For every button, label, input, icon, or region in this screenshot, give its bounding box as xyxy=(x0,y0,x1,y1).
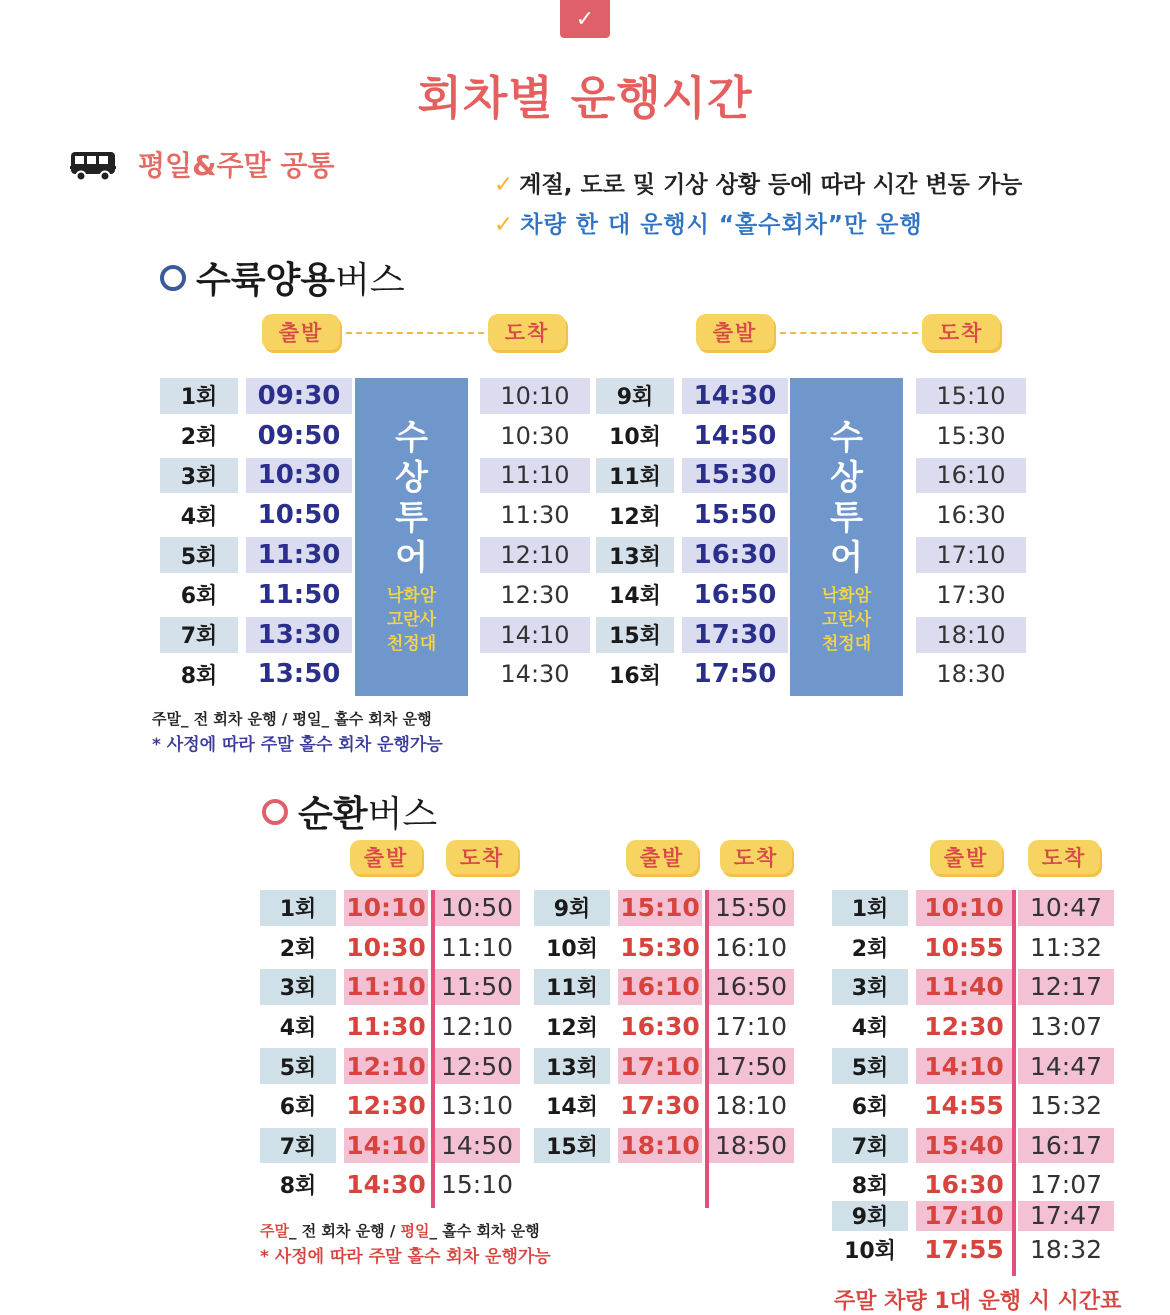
arrive-time-cell: 17:30 xyxy=(936,580,1006,609)
depart-time-cell: 17:10 xyxy=(618,1048,702,1084)
trip-number-cell: 3회 xyxy=(832,969,908,1005)
separator-line xyxy=(705,890,709,1208)
arrive-time-cell: 17:50 xyxy=(708,1048,794,1084)
tour-places: 낙화암 고란사 천정대 xyxy=(386,586,437,654)
table-row xyxy=(534,1048,794,1084)
common-label: 평일&주말 공통 xyxy=(138,149,335,182)
depart-time-cell: 11:10 xyxy=(344,969,428,1005)
table-row xyxy=(832,1201,1114,1231)
trip-number-cell: 12회 xyxy=(609,504,661,530)
arrive-time-cell: 12:30 xyxy=(500,580,570,609)
depart-time-cell: 09:50 xyxy=(257,420,341,451)
tick-icon: ✓ xyxy=(494,212,515,238)
tour-char: 수 xyxy=(395,418,428,458)
amphibious-footnote-2: * 사정에 따라 주말 홀수 회차 운행가능 xyxy=(152,735,443,755)
depart-time-cell: 16:50 xyxy=(693,579,777,610)
arrive-time-cell: 10:30 xyxy=(500,421,570,450)
arrive-time-cell: 16:10 xyxy=(714,932,788,962)
arrive-time-cell: 14:30 xyxy=(500,660,570,689)
depart-time-cell: 15:10 xyxy=(618,890,702,926)
trip-number-cell: 7회 xyxy=(260,1128,336,1164)
arrive-time-cell: 13:07 xyxy=(1029,1012,1103,1042)
tour-places: 낙화암 고란사 천정대 xyxy=(821,586,872,654)
arrive-time-cell: 10:50 xyxy=(434,890,520,926)
weekend-caption: 주말 차량 1대 운행 시 시간표 xyxy=(834,1289,1122,1314)
depart-pill: 출발 xyxy=(350,840,422,874)
amphibious-title: 수륙양용버스 xyxy=(160,252,405,303)
circular-title: 순환버스 xyxy=(262,786,437,837)
trip-number-cell: 14회 xyxy=(546,1095,598,1121)
arrive-time-cell: 16:50 xyxy=(708,969,794,1005)
page-title: 회차별 운행시간 xyxy=(417,71,753,125)
trip-number-cell: 1회 xyxy=(832,890,908,926)
table-row xyxy=(832,930,1114,966)
depart-time-cell: 17:55 xyxy=(924,1235,1004,1265)
trip-number-cell: 11회 xyxy=(534,969,610,1005)
table-row xyxy=(832,1088,1114,1124)
trip-number-cell: 4회 xyxy=(279,1016,317,1042)
separator-line xyxy=(1012,890,1016,1276)
water-tour-column xyxy=(790,378,903,696)
trip-number-cell: 9회 xyxy=(832,1201,908,1231)
table-row xyxy=(832,1009,1114,1045)
arrive-time-cell: 18:32 xyxy=(1029,1235,1103,1265)
tick-icon: ✓ xyxy=(494,172,514,198)
depart-time-cell: 11:30 xyxy=(346,1012,426,1042)
table-row xyxy=(832,890,1114,926)
arrive-time-cell: 11:32 xyxy=(1029,932,1103,962)
trip-number-cell: 12회 xyxy=(546,1016,598,1042)
arrive-time-cell: 17:10 xyxy=(916,537,1026,573)
arrive-time-cell: 11:30 xyxy=(500,501,570,530)
table-row xyxy=(832,1128,1114,1164)
table-row xyxy=(534,969,794,1005)
trip-number-cell: 10회 xyxy=(546,936,598,962)
tour-char: 어 xyxy=(395,538,428,578)
trip-number-cell: 8회 xyxy=(279,1174,317,1200)
arrive-time-cell: 12:10 xyxy=(480,537,590,573)
depart-time-cell: 10:30 xyxy=(346,932,426,962)
arrive-time-cell: 17:47 xyxy=(1018,1201,1114,1231)
water-tour-column xyxy=(355,378,468,696)
depart-time-cell: 18:10 xyxy=(618,1128,702,1164)
trip-number-cell: 5회 xyxy=(832,1048,908,1084)
depart-time-cell: 17:10 xyxy=(916,1201,1012,1231)
trip-number-cell: 14회 xyxy=(609,584,661,610)
circle-icon xyxy=(262,799,288,825)
depart-time-cell: 16:30 xyxy=(620,1012,700,1042)
arrive-time-cell: 16:30 xyxy=(936,501,1006,530)
trip-number-cell: 16회 xyxy=(609,663,661,689)
arrive-time-cell: 10:47 xyxy=(1018,890,1114,926)
tour-char: 수 xyxy=(830,418,863,458)
table-row xyxy=(534,1128,794,1164)
depart-pill: 출발 xyxy=(626,840,698,874)
depart-time-cell: 09:30 xyxy=(246,378,352,414)
trip-number-cell: 4회 xyxy=(180,504,218,530)
arrive-time-cell: 17:10 xyxy=(714,1012,788,1042)
arrive-time-cell: 15:10 xyxy=(916,378,1026,414)
depart-time-cell: 10:30 xyxy=(246,458,352,494)
arrive-time-cell: 17:07 xyxy=(1029,1170,1103,1200)
arrive-time-cell: 11:50 xyxy=(434,969,520,1005)
table-row xyxy=(260,969,520,1005)
arrive-time-cell: 10:10 xyxy=(480,378,590,414)
arrive-time-cell: 16:10 xyxy=(916,458,1026,494)
arrive-time-cell: 14:50 xyxy=(434,1128,520,1164)
depart-time-cell: 12:30 xyxy=(924,1012,1004,1042)
trip-number-cell: 3회 xyxy=(260,969,336,1005)
depart-time-cell: 13:30 xyxy=(246,617,352,653)
trip-number-cell: 10회 xyxy=(844,1239,896,1265)
table-row xyxy=(832,969,1114,1005)
arrive-time-cell: 12:50 xyxy=(434,1048,520,1084)
arrive-pill: 도착 xyxy=(488,314,566,350)
table-row xyxy=(260,1128,520,1164)
arrive-time-cell: 11:10 xyxy=(480,458,590,494)
depart-time-cell: 11:50 xyxy=(257,579,341,610)
depart-time-cell: 14:10 xyxy=(916,1048,1012,1084)
table-row xyxy=(260,930,520,966)
table-row xyxy=(832,1048,1114,1084)
trip-number-cell: 11회 xyxy=(596,458,674,494)
depart-pill: 출발 xyxy=(262,314,340,350)
trip-number-cell: 7회 xyxy=(160,617,238,653)
arrive-time-cell: 18:10 xyxy=(714,1091,788,1121)
note-variable-time: ✓ 계절, 도로 및 기상 상황 등에 따라 시간 변동 가능 xyxy=(494,172,1023,198)
table-row xyxy=(260,1088,520,1124)
arrive-pill: 도착 xyxy=(1028,840,1100,874)
table-row xyxy=(534,890,794,926)
trip-number-cell: 9회 xyxy=(534,890,610,926)
depart-time-cell: 12:10 xyxy=(344,1048,428,1084)
arrive-time-cell: 12:17 xyxy=(1018,969,1114,1005)
table-row xyxy=(260,1048,520,1084)
depart-time-cell: 11:40 xyxy=(916,969,1012,1005)
circular-footnote-2: * 사정에 따라 주말 홀수 회차 운행가능 xyxy=(260,1247,551,1267)
tour-char: 어 xyxy=(830,538,863,578)
trip-number-cell: 13회 xyxy=(534,1048,610,1084)
table-row xyxy=(260,1009,520,1045)
trip-number-cell: 5회 xyxy=(260,1048,336,1084)
table-row xyxy=(260,1167,520,1203)
check-badge xyxy=(560,0,610,38)
trip-number-cell: 15회 xyxy=(534,1128,610,1164)
table-row xyxy=(260,890,520,926)
depart-time-cell: 10:10 xyxy=(344,890,428,926)
depart-time-cell: 14:55 xyxy=(924,1091,1004,1121)
depart-time-cell: 16:30 xyxy=(924,1170,1004,1200)
trip-number-cell: 13회 xyxy=(596,537,674,573)
depart-time-cell: 15:30 xyxy=(620,932,700,962)
trip-number-cell: 7회 xyxy=(832,1128,908,1164)
arrive-time-cell: 18:50 xyxy=(708,1128,794,1164)
trip-number-cell: 3회 xyxy=(160,458,238,494)
depart-time-cell: 10:50 xyxy=(257,500,341,531)
trip-number-cell: 5회 xyxy=(160,537,238,573)
table-row xyxy=(832,1235,1114,1265)
amphibious-footnote: 주말_ 전 회차 운행 / 평일_ 홀수 회차 운행 xyxy=(152,710,432,728)
depart-time-cell: 17:30 xyxy=(620,1091,700,1121)
arrive-time-cell: 13:10 xyxy=(440,1091,514,1121)
trip-number-cell: 6회 xyxy=(279,1095,317,1121)
depart-time-cell: 15:30 xyxy=(682,458,788,494)
trip-number-cell: 15회 xyxy=(596,617,674,653)
dash-line xyxy=(780,332,918,334)
arrive-time-cell: 11:10 xyxy=(440,932,514,962)
trip-number-cell: 1회 xyxy=(160,378,238,414)
depart-time-cell: 13:50 xyxy=(257,659,341,690)
depart-time-cell: 17:50 xyxy=(693,659,777,690)
tour-char: 상 xyxy=(395,458,428,498)
arrive-time-cell: 18:10 xyxy=(916,617,1026,653)
table-row xyxy=(832,1167,1114,1203)
trip-number-cell: 1회 xyxy=(260,890,336,926)
depart-time-cell: 14:30 xyxy=(346,1170,426,1200)
trip-number-cell: 6회 xyxy=(180,584,218,610)
trip-number-cell: 8회 xyxy=(851,1174,889,1200)
bus-icon xyxy=(70,150,116,182)
trip-number-cell: 10회 xyxy=(609,425,661,451)
arrive-pill: 도착 xyxy=(922,314,1000,350)
trip-number-cell: 2회 xyxy=(180,425,218,451)
arrive-time-cell: 15:32 xyxy=(1029,1091,1103,1121)
tour-char: 상 xyxy=(830,458,863,498)
arrive-time-cell: 15:10 xyxy=(440,1170,514,1200)
arrive-time-cell: 14:47 xyxy=(1018,1048,1114,1084)
depart-time-cell: 11:30 xyxy=(246,537,352,573)
arrive-time-cell: 12:10 xyxy=(440,1012,514,1042)
arrive-time-cell: 14:10 xyxy=(480,617,590,653)
arrive-time-cell: 15:50 xyxy=(708,890,794,926)
trip-number-cell: 2회 xyxy=(851,936,889,962)
table-row xyxy=(534,1009,794,1045)
arrive-pill: 도착 xyxy=(446,840,518,874)
arrive-time-cell: 15:30 xyxy=(936,421,1006,450)
depart-time-cell: 14:30 xyxy=(682,378,788,414)
arrive-time-cell: 16:17 xyxy=(1018,1128,1114,1164)
arrive-time-cell: 18:30 xyxy=(936,660,1006,689)
circle-icon xyxy=(160,265,186,291)
trip-number-cell: 2회 xyxy=(279,936,317,962)
table-row xyxy=(534,930,794,966)
depart-time-cell: 10:55 xyxy=(924,932,1004,962)
trip-number-cell: 9회 xyxy=(596,378,674,414)
circular-footnote: 주말_ 전 회차 운행 / 평일_ 홀수 회차 운행 xyxy=(260,1222,540,1240)
depart-time-cell: 17:30 xyxy=(682,617,788,653)
depart-pill: 출발 xyxy=(696,314,774,350)
depart-time-cell: 10:10 xyxy=(916,890,1012,926)
depart-time-cell: 14:50 xyxy=(693,420,777,451)
trip-number-cell: 8회 xyxy=(180,663,218,689)
depart-pill: 출발 xyxy=(930,840,1002,874)
check-icon: ✓ xyxy=(575,6,595,32)
depart-time-cell: 16:30 xyxy=(682,537,788,573)
depart-time-cell: 12:30 xyxy=(346,1091,426,1121)
depart-time-cell: 14:10 xyxy=(344,1128,428,1164)
trip-number-cell: 6회 xyxy=(851,1095,889,1121)
dash-line xyxy=(346,332,484,334)
arrive-pill: 도착 xyxy=(720,840,792,874)
depart-time-cell: 15:40 xyxy=(916,1128,1012,1164)
note-odd-trips: ✓ 차량 한 대 운행시 “홀수회차”만 운행 xyxy=(494,212,923,238)
tour-char: 투 xyxy=(830,498,863,538)
depart-time-cell: 15:50 xyxy=(693,500,777,531)
trip-number-cell: 4회 xyxy=(851,1016,889,1042)
separator-line xyxy=(431,890,435,1208)
tour-char: 투 xyxy=(395,498,428,538)
depart-time-cell: 16:10 xyxy=(618,969,702,1005)
table-row xyxy=(534,1088,794,1124)
